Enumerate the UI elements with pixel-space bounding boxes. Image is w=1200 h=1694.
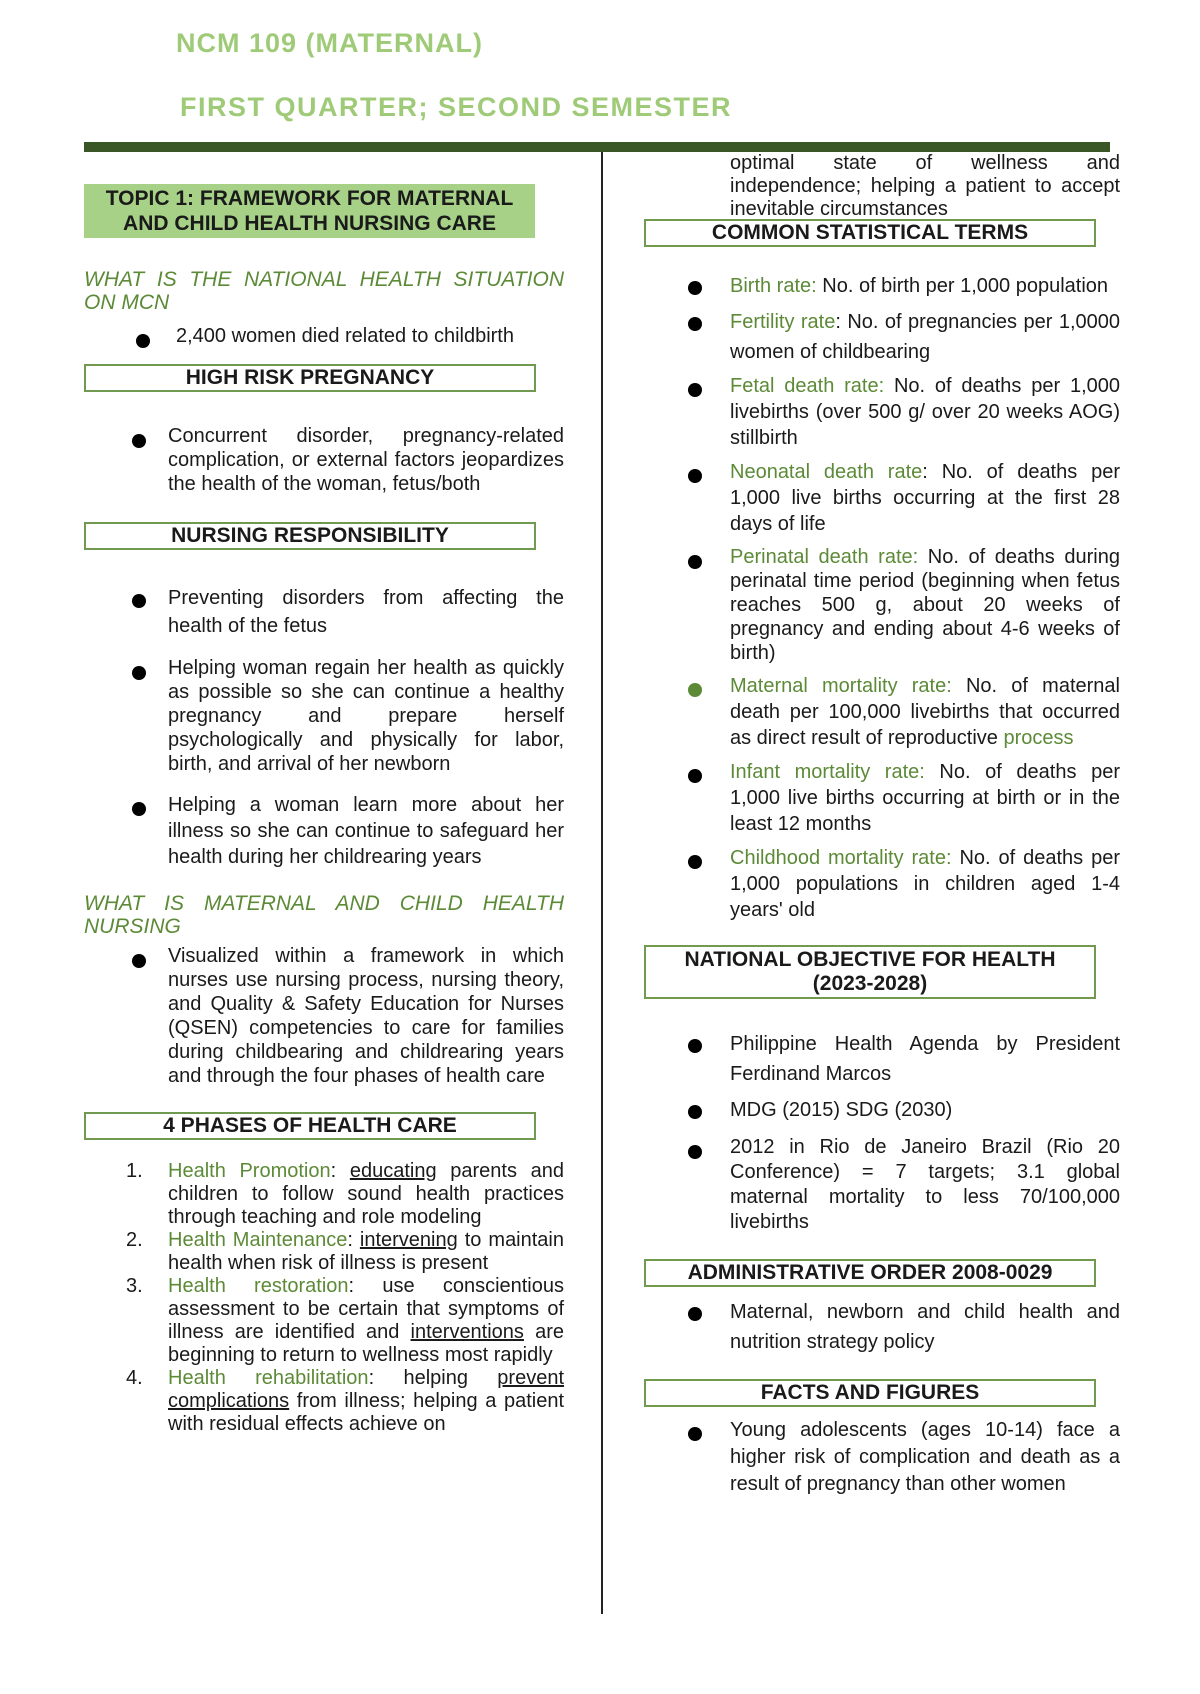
phase-term: Health Promotion bbox=[168, 1160, 331, 1182]
list-item: Visualized within a framework in which nurses use nursing process, nursing theory, and Quality & Safety Education for Nurses (QSEN) competencies to care for families during childbearing and childrearing years and through the four phases of health care bbox=[84, 944, 564, 1088]
bullet-icon bbox=[132, 594, 146, 608]
bullet-icon bbox=[136, 334, 150, 348]
left-column bbox=[84, 152, 564, 1436]
section-high-risk-pregnancy: HIGH RISK PREGNANCY bbox=[84, 364, 536, 392]
topic-heading-line2: AND CHILD HEALTH NURSING CARE bbox=[123, 212, 496, 235]
section-facts-and-figures: FACTS AND FIGURES bbox=[644, 1379, 1096, 1407]
national-objective-line2: (2023-2028) bbox=[812, 972, 928, 995]
question-mchn: WHAT IS MATERNAL AND CHILD HEALTH NURSING bbox=[84, 892, 564, 938]
national-health-list bbox=[84, 324, 564, 348]
bullet-icon bbox=[688, 1307, 702, 1321]
section-national-objective bbox=[644, 945, 1096, 999]
stat-item: Birth rate: No. of birth per 1,000 population bbox=[644, 271, 1120, 301]
stat-term: Infant mortality rate: bbox=[730, 761, 925, 783]
stat-term: Fertility rate bbox=[730, 311, 836, 333]
continuation-text: optimal state of wellness and independence; helping a patient to accept inevitable circumstances bbox=[730, 152, 1120, 220]
bullet-icon bbox=[688, 1105, 702, 1119]
section-4-phases: 4 PHASES OF HEALTH CARE bbox=[84, 1112, 536, 1140]
national-objective-line1: NATIONAL OBJECTIVE FOR HEALTH bbox=[684, 948, 1056, 971]
column-divider bbox=[601, 152, 603, 1614]
list-item: Philippine Health Agenda by President Ferdinand Marcos bbox=[644, 1029, 1120, 1089]
bullet-icon bbox=[688, 383, 702, 397]
facts-list bbox=[644, 1417, 1120, 1498]
phase-item: 4. Health rehabilitation: helping prevent complications from illness; helping a patient with residual effects achieve on bbox=[126, 1367, 565, 1435]
stat-item: Childhood mortality rate: No. of deaths per 1,000 populations in children aged 1-4 years' old bbox=[644, 845, 1120, 923]
stat-item: Fertility rate: No. of pregnancies per 1,0000 women of childbearing bbox=[644, 307, 1120, 367]
stat-term: Childhood mortality rate: bbox=[730, 847, 952, 869]
topic-heading bbox=[84, 184, 535, 238]
bullet-icon bbox=[132, 434, 146, 448]
stats-list bbox=[644, 271, 1120, 923]
bullet-icon bbox=[688, 469, 702, 483]
bullet-icon bbox=[688, 281, 702, 295]
phase-item: 1. Health Promotion: educating parents and children to follow sound health practices through teaching and role modeling bbox=[126, 1160, 564, 1228]
bullet-icon bbox=[132, 954, 146, 968]
bullet-icon bbox=[132, 802, 146, 816]
list-item: Young adolescents (ages 10-14) face a higher risk of complication and death as a result of pregnancy than other women bbox=[644, 1417, 1120, 1498]
list-item: Concurrent disorder, pregnancy-related complication, or external factors jeopardizes the health of the woman, fetus/both bbox=[84, 424, 564, 496]
bullet-icon bbox=[688, 683, 702, 697]
stat-item: Neonatal death rate: No. of deaths per 1,000 live births occurring at the first 28 days of life bbox=[644, 459, 1120, 537]
phase-item: 3. Health restoration: use conscientious assessment to be certain that symptoms of illness are identified and interventions are beginning to return to wellness most rapidly bbox=[126, 1275, 564, 1366]
list-item: MDG (2015) SDG (2030) bbox=[644, 1095, 1120, 1125]
bullet-icon bbox=[688, 555, 702, 569]
phases-list bbox=[84, 1160, 564, 1436]
stat-term: Fetal death rate: bbox=[730, 375, 885, 397]
stat-term: Perinatal death rate: bbox=[730, 546, 919, 568]
term-subtitle: FIRST QUARTER; SECOND SEMESTER bbox=[180, 92, 733, 122]
stat-term: Birth rate: bbox=[730, 275, 817, 297]
list-item: Helping a woman learn more about her illness so she can continue to safeguard her health during her childrearing years bbox=[84, 792, 564, 870]
list-item: Helping woman regain her health as quickly as possible so she can continue a healthy pregnancy and prepare herself psychologically and physically for labor, birth, and arrival of her newborn bbox=[84, 656, 564, 776]
bullet-icon bbox=[688, 769, 702, 783]
question-national-health: WHAT IS THE NATIONAL HEALTH SITUATION ON MCN bbox=[84, 268, 564, 314]
bullet-icon bbox=[688, 317, 702, 331]
bullet-icon bbox=[688, 1427, 702, 1441]
bullet-icon bbox=[688, 1039, 702, 1053]
header-divider bbox=[84, 142, 1110, 152]
phase-term: Health Maintenance bbox=[168, 1229, 348, 1251]
nursing-responsibility-list bbox=[84, 584, 564, 870]
section-nursing-responsibility: NURSING RESPONSIBILITY bbox=[84, 522, 536, 550]
section-administrative-order: ADMINISTRATIVE ORDER 2008-0029 bbox=[644, 1259, 1096, 1287]
phase-item: 2. Health Maintenance: intervening to maintain health when risk of illness is present bbox=[126, 1229, 564, 1274]
stat-item: Perinatal death rate: No. of deaths during perinatal time period (beginning when fetus reaches 500 g, about 20 weeks of pregnancy and ending about 4-6 weeks of birth) bbox=[644, 545, 1120, 665]
list-item: Maternal, newborn and child health and nutrition strategy policy bbox=[644, 1297, 1120, 1357]
section-common-statistical-terms: COMMON STATISTICAL TERMS bbox=[644, 219, 1096, 247]
stat-item: Maternal mortality rate: No. of maternal death per 100,000 livebirths that occurred as direct result of reproductive process bbox=[644, 673, 1120, 751]
bullet-icon bbox=[132, 666, 146, 680]
phase-number: 2. bbox=[126, 1229, 143, 1251]
phase-number: 3. bbox=[126, 1275, 143, 1297]
stat-item: Fetal death rate: No. of deaths per 1,000 livebirths (over 500 g/ over 20 weeks AOG) stillbirth bbox=[644, 373, 1120, 451]
right-column bbox=[644, 152, 1120, 1498]
national-objective-list bbox=[644, 1029, 1120, 1235]
bullet-icon bbox=[688, 855, 702, 869]
list-item: 2012 in Rio de Janeiro Brazil (Rio 20 Conference) = 7 targets; 3.1 global maternal mortality to less 70/100,000 livebirths bbox=[644, 1135, 1120, 1235]
phase-term: Health rehabilitation bbox=[168, 1367, 369, 1389]
mchn-list bbox=[84, 944, 564, 1088]
phase-number: 4. bbox=[126, 1367, 143, 1389]
list-item: 2,400 women died related to childbirth bbox=[84, 324, 564, 348]
stat-term: Maternal mortality rate: bbox=[730, 675, 952, 697]
stat-term: Neonatal death rate bbox=[730, 461, 923, 483]
admin-order-list bbox=[644, 1297, 1120, 1357]
topic-heading-line1: TOPIC 1: FRAMEWORK FOR MATERNAL bbox=[105, 187, 514, 210]
stat-item: Infant mortality rate: No. of deaths per 1,000 live births occurring at birth or in the least 12 months bbox=[644, 759, 1120, 837]
phase-term: Health restoration bbox=[168, 1275, 349, 1297]
course-title: NCM 109 (MATERNAL) bbox=[176, 28, 483, 58]
high-risk-list bbox=[84, 424, 564, 496]
phase-number: 1. bbox=[126, 1160, 143, 1182]
bullet-icon bbox=[688, 1145, 702, 1159]
list-item: Preventing disorders from affecting the health of the fetus bbox=[84, 584, 564, 640]
